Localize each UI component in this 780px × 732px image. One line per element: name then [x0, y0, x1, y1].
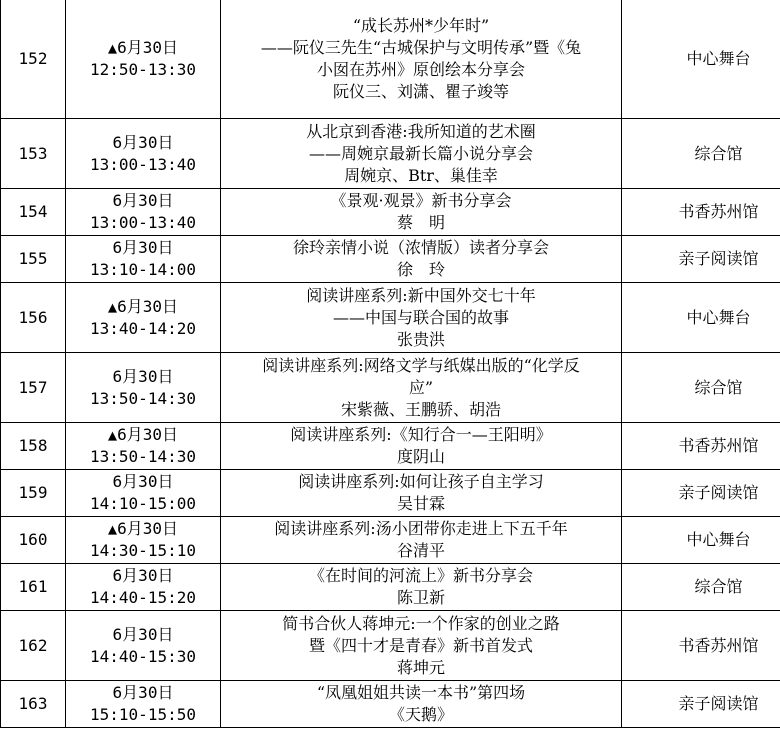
event-venue: 亲子阅读馆: [622, 681, 780, 728]
event-description-line: 度阴山: [396, 447, 445, 466]
event-date: 6月30日: [112, 238, 174, 257]
event-description-line: 简书合伙人蒋坤元:一个作家的创业之路: [282, 613, 560, 633]
event-datetime: [66, 423, 221, 470]
event-description-line: 徐 玲: [396, 260, 445, 279]
event-date: 6月30日: [112, 191, 174, 210]
event-description: [221, 423, 622, 470]
event-description-line: 阅读讲座系列:网络文学与纸媒出版的“化学反: [262, 355, 580, 375]
event-date: 6月30日: [112, 132, 174, 152]
event-time: 13:50-14:30: [90, 388, 196, 408]
event-date-line: [70, 190, 216, 212]
event-description: [221, 564, 622, 611]
event-number: 155: [1, 236, 66, 283]
event-description-line: ——阮仪三先生“古城保护与文明传承”暨《兔: [260, 37, 582, 57]
event-datetime: [66, 681, 221, 728]
event-number: 154: [1, 189, 66, 236]
event-datetime: [66, 517, 221, 564]
event-date: 6月30日: [117, 37, 178, 57]
event-description: [221, 189, 622, 236]
event-description-line: 周婉京、Btr、巢佳幸: [344, 165, 498, 185]
event-venue: 亲子阅读馆: [622, 236, 780, 283]
table-row: [1, 517, 780, 564]
event-datetime: [66, 119, 221, 189]
event-venue: 综合馆: [622, 353, 780, 423]
event-time: 13:10-14:00: [90, 260, 196, 279]
event-description: [221, 0, 622, 119]
event-datetime: [66, 611, 221, 681]
event-date-line: [70, 682, 216, 704]
event-datetime: [66, 0, 221, 119]
event-number: 159: [1, 470, 66, 517]
table-row: [1, 119, 780, 189]
event-date: 6月30日: [117, 519, 178, 538]
event-venue: 书香苏州馆: [622, 611, 780, 681]
table-row: [1, 564, 780, 611]
table-row: [1, 681, 780, 728]
event-number: 153: [1, 119, 66, 189]
event-datetime: [66, 564, 221, 611]
event-date-line: [70, 518, 216, 540]
triangle-marker-icon: ▲: [108, 38, 118, 57]
event-number: 152: [1, 0, 66, 119]
event-description: [221, 236, 622, 283]
event-description: [221, 517, 622, 564]
event-date: 6月30日: [117, 425, 178, 444]
event-description: [221, 353, 622, 423]
event-date-line: [70, 624, 216, 646]
event-description-line: 从北京到香港:我所知道的艺术圈: [306, 121, 536, 141]
event-description-line: 《天鹅》: [388, 705, 453, 724]
event-date-line: [70, 237, 216, 259]
event-venue: 书香苏州馆: [622, 189, 780, 236]
event-date: 6月30日: [112, 566, 174, 585]
event-number: 158: [1, 423, 66, 470]
event-date: 6月30日: [112, 366, 174, 386]
triangle-marker-icon: ▲: [108, 426, 118, 444]
table-row: [1, 189, 780, 236]
event-description-line: 暨《四十才是青春》新书首发式: [308, 635, 533, 655]
event-date-line: [70, 424, 216, 446]
event-description-line: 陈卫新: [396, 588, 445, 607]
event-time: 15:10-15:50: [90, 705, 196, 724]
event-description-line: 蒋坤元: [396, 657, 445, 677]
event-description-line: 谷清平: [396, 541, 445, 560]
event-description-line: 张贵洪: [396, 329, 445, 349]
event-description-line: 《在时间的河流上》新书分享会: [308, 566, 533, 585]
event-datetime: [66, 189, 221, 236]
event-number: 162: [1, 611, 66, 681]
event-venue: 中心舞台: [622, 283, 780, 353]
event-description-line: “成长苏州*少年时”: [352, 15, 490, 35]
event-datetime: [66, 236, 221, 283]
event-description-line: 蔡 明: [396, 213, 445, 232]
event-description-line: 宋紫薇、王鹏骄、胡浩: [340, 399, 501, 419]
event-number: 163: [1, 681, 66, 728]
event-date: 6月30日: [112, 624, 174, 644]
event-time: 13:40-14:20: [90, 318, 196, 338]
event-date-line: [70, 471, 216, 493]
event-time: 12:50-13:30: [90, 59, 196, 79]
event-date-line: [70, 366, 216, 388]
event-description: [221, 119, 622, 189]
table-row: [1, 0, 780, 119]
event-description-line: “凤凰姐姐共读一本书”第四场: [316, 683, 526, 702]
event-venue: 书香苏州馆: [622, 423, 780, 470]
event-venue: 综合馆: [622, 119, 780, 189]
event-venue: 中心舞台: [622, 517, 780, 564]
event-time: 13:50-14:30: [90, 447, 196, 466]
event-venue: 亲子阅读馆: [622, 470, 780, 517]
event-description: [221, 470, 622, 517]
event-description-line: 阅读讲座系列:汤小团带你走进上下五千年: [274, 519, 568, 538]
event-number: 161: [1, 564, 66, 611]
event-description-line: 《景观·观景》新书分享会: [330, 191, 512, 210]
event-description-line: ——周婉京最新长篇小说分享会: [308, 143, 533, 163]
table-row: [1, 353, 780, 423]
event-description-line: ——中国与联合国的故事: [332, 307, 509, 327]
event-description: [221, 611, 622, 681]
event-time: 13:00-13:40: [90, 213, 196, 232]
event-datetime: [66, 283, 221, 353]
table-row: [1, 611, 780, 681]
table-row: [1, 423, 780, 470]
event-date: 6月30日: [112, 472, 174, 491]
event-date-line: [70, 132, 216, 154]
table-row: [1, 283, 780, 353]
event-description: [221, 283, 622, 353]
event-description-line: 阮仪三、刘潇、瞿子竣等: [332, 81, 509, 101]
event-number: 160: [1, 517, 66, 564]
event-number: 156: [1, 283, 66, 353]
event-time: 14:30-15:10: [90, 541, 196, 560]
triangle-marker-icon: ▲: [108, 520, 118, 538]
event-time: 13:00-13:40: [90, 154, 196, 174]
triangle-marker-icon: ▲: [108, 297, 118, 316]
event-datetime: [66, 353, 221, 423]
event-date: 6月30日: [117, 296, 178, 316]
table-row: [1, 236, 780, 283]
event-datetime: [66, 470, 221, 517]
event-date: 6月30日: [112, 683, 174, 702]
event-time: 14:10-15:00: [90, 494, 196, 513]
event-venue: 中心舞台: [622, 0, 780, 119]
event-description: [221, 681, 622, 728]
event-description-line: 阅读讲座系列:如何让孩子自主学习: [298, 472, 544, 491]
event-time: 14:40-15:30: [90, 646, 196, 666]
event-description-line: 应”: [408, 377, 434, 397]
event-description-line: 徐玲亲情小说（浓情版）读者分享会: [292, 238, 549, 257]
table-row: [1, 470, 780, 517]
schedule-body: [1, 0, 780, 728]
event-number: 157: [1, 353, 66, 423]
event-venue: 综合馆: [622, 564, 780, 611]
event-description-line: 小囡在苏州》原创绘本分享会: [316, 59, 525, 79]
event-description-line: 阅读讲座系列:《知行合一—王阳明》: [290, 425, 552, 444]
event-date-line: [70, 296, 216, 318]
event-time: 14:40-15:20: [90, 588, 196, 607]
event-description-line: 阅读讲座系列:新中国外交七十年: [306, 285, 536, 305]
event-date-line: [70, 565, 216, 587]
event-date-line: [70, 37, 216, 59]
event-description-line: 吴甘霖: [396, 494, 445, 513]
